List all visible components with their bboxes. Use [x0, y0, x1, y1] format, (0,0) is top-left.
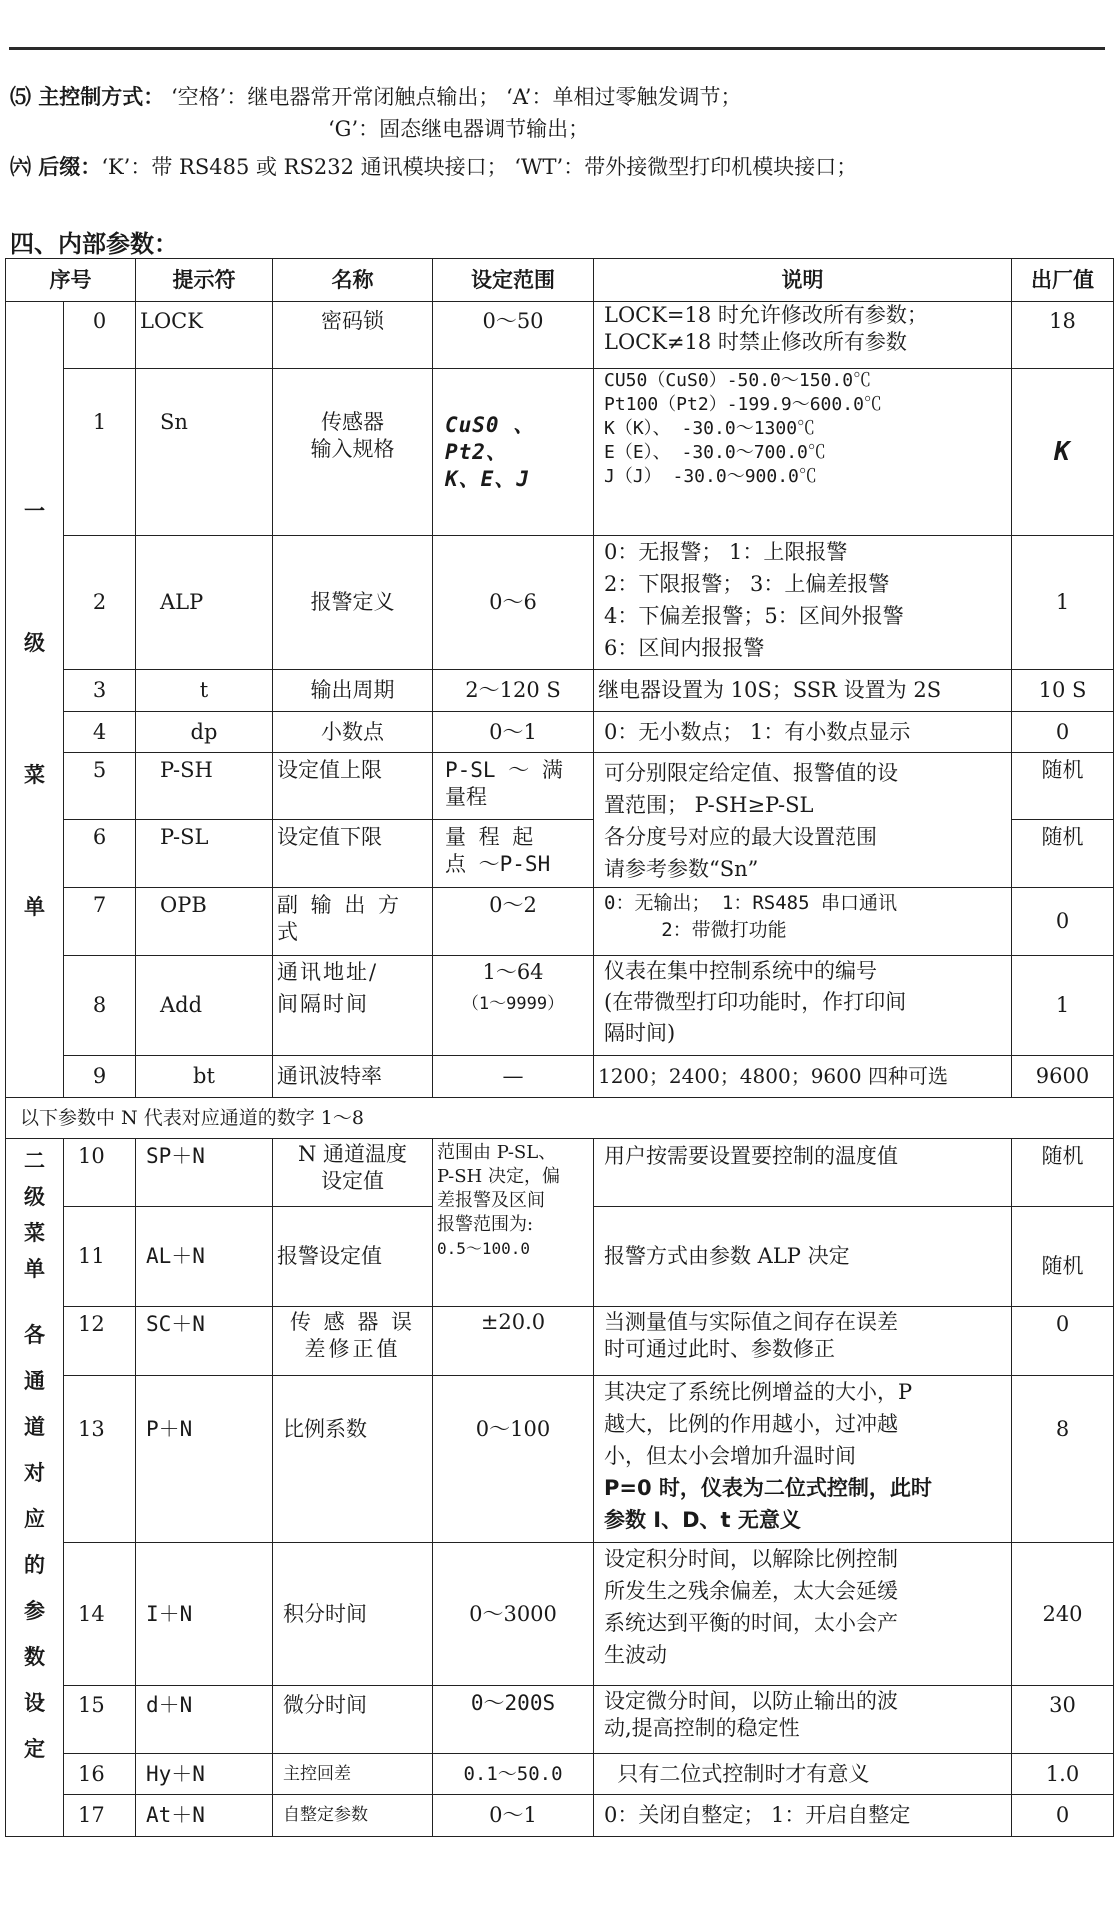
row-default: 1 [1012, 956, 1114, 1056]
table-row [6, 536, 1114, 670]
row-range-shared: 范围由 P-SL、 P-SH 决定，偏 差报警及区间 报警范围为: 0.5～100.0 [433, 1139, 594, 1307]
row-desc: 0：关闭自整定； 1：开启自整定 [594, 1795, 1012, 1837]
row-range: — [433, 1056, 594, 1098]
row-range: 0～6 [433, 536, 594, 670]
table-header-row [6, 259, 1114, 302]
row-range: 0.1～50.0 [433, 1754, 594, 1795]
row-symbol: Hy＋N [136, 1754, 273, 1795]
item5-line1 [10, 84, 741, 110]
row-range: 0～100 [433, 1376, 594, 1543]
row-desc: LOCK=18 时允许修改所有参数； LOCK≠18 时禁止修改所有参数 [594, 302, 1012, 369]
row-no: 9 [64, 1056, 136, 1098]
row-name: 传感器 输入规格 [273, 369, 433, 536]
header-no: 序号 [6, 259, 136, 302]
table-row [6, 1056, 1114, 1098]
row-default: 随机 [1012, 1207, 1114, 1307]
row-no: 0 [64, 302, 136, 369]
item5-line2: ‘G’：固态继电器调节输出； [328, 117, 590, 141]
row-default: 18 [1012, 302, 1114, 369]
row-name: 通讯波特率 [273, 1056, 433, 1098]
row-desc: CU50（CuS0）-50.0～150.0℃ Pt100（Pt2）-199.9～600.0℃ K（K）、 -30.0～1300℃ E（E）、 -30.0～700.0℃ J（J） -30.0～900.0℃ [594, 369, 1012, 536]
row-symbol: P＋N [136, 1376, 273, 1543]
row-name: 报警设定值 [273, 1207, 433, 1307]
row-symbol: LOCK [136, 302, 273, 369]
group2-label: 二 级 菜 单 各 通 道 对 应 的 参 数 设 定 [6, 1139, 64, 1837]
item6-label: ㈥ 后缀： [10, 155, 102, 179]
row-desc: 设定积分时间，以解除比例控制 所发生之残余偏差，太大会延缓 系统达到平衡的时间，太小会产 生波动 [594, 1543, 1012, 1686]
row-symbol: ALP [136, 536, 273, 670]
table-row [6, 1754, 1114, 1795]
row-symbol: t [136, 670, 273, 712]
row-default: 随机 [1012, 1139, 1114, 1207]
row-range: 1～64 （1～9999） [433, 956, 594, 1056]
table-row [6, 302, 1114, 369]
row-desc: 仪表在集中控制系统中的编号 (在带微型打印功能时，作打印间 隔时间) [594, 956, 1012, 1056]
row-name: 设定值下限 [273, 820, 433, 888]
row-range: 0～1 [433, 712, 594, 753]
row-range: 量 程 起 点 ～P-SH [433, 820, 594, 888]
row-desc: 继电器设置为 10S；SSR 设置为 2S [594, 670, 1012, 712]
row-range: 2～120 S [433, 670, 594, 712]
row-no: 1 [64, 369, 136, 536]
row-no: 14 [64, 1543, 136, 1686]
row-desc: 当测量值与实际值之间存在误差 时可通过此时、参数修正 [594, 1307, 1012, 1376]
row-default: 随机 [1012, 820, 1114, 888]
row-name: 比例系数 [273, 1376, 433, 1543]
table-row [6, 1686, 1114, 1754]
display-code-kej: K、E、J [445, 466, 530, 491]
table-row [6, 1307, 1114, 1376]
row-no: 16 [64, 1754, 136, 1795]
row-symbol: At＋N [136, 1795, 273, 1837]
row-name: 密码锁 [273, 302, 433, 369]
row-no: 15 [64, 1686, 136, 1754]
item5-label: ⑸ 主控制方式： [10, 85, 165, 109]
row-symbol: d＋N [136, 1686, 273, 1754]
row-default: 1 [1012, 536, 1114, 670]
row-desc: 0：无小数点； 1：有小数点显示 [594, 712, 1012, 753]
table-row [6, 1543, 1114, 1686]
row-name: N 通道温度 设定值 [273, 1139, 433, 1207]
row-default: 0 [1012, 1307, 1114, 1376]
display-code-cu50: CuS0 、 [445, 412, 536, 437]
row-default: 30 [1012, 1686, 1114, 1754]
section-title: 四、内部参数： [10, 230, 178, 258]
display-code-pt2: Pt2、 [445, 439, 508, 464]
row-name: 小数点 [273, 712, 433, 753]
row-symbol: SC＋N [136, 1307, 273, 1376]
header-rule [9, 47, 1105, 50]
row-no: 17 [64, 1795, 136, 1837]
channel-note: 以下参数中 N 代表对应通道的数字 1～8 [6, 1098, 1114, 1139]
row-name: 设定值上限 [273, 753, 433, 820]
row-desc-shared: 可分别限定给定值、报警值的设 置范围； P-SH≥P-SL 各分度号对应的最大设置范围 请参考参数“Sn” [594, 753, 1012, 888]
row-desc: 0：无输出； 1：RS485 串口通讯 2：带微打功能 [594, 888, 1012, 956]
row-default: 240 [1012, 1543, 1114, 1686]
channel-note-row [6, 1098, 1114, 1139]
row-name: 积分时间 [273, 1543, 433, 1686]
row-default: 0 [1012, 1795, 1114, 1837]
row-name: 副 输 出 方 式 [273, 888, 433, 956]
row-desc-emphasis: P=0 时，仪表为二位式控制，此时 [604, 1476, 932, 1500]
row-range: 0～200S [433, 1686, 594, 1754]
row-desc: 只有二位式控制时才有意义 [594, 1754, 1012, 1795]
row-symbol: OPB [136, 888, 273, 956]
row-default: 10 S [1012, 670, 1114, 712]
header-range: 设定范围 [433, 259, 594, 302]
header-symbol: 提示符 [136, 259, 273, 302]
row-symbol: Add [136, 956, 273, 1056]
row-name: 报警定义 [273, 536, 433, 670]
row-default: K [1012, 369, 1114, 536]
row-desc: 设定微分时间，以防止输出的波 动,提高控制的稳定性 [594, 1686, 1012, 1754]
header-default: 出厂值 [1012, 259, 1114, 302]
table-row [6, 753, 1114, 820]
group1-label: 一 级 菜 单 [6, 302, 64, 1098]
row-symbol: P-SL [136, 820, 273, 888]
row-desc: 用户按需要设置要控制的温度值 [594, 1139, 1012, 1207]
row-default: 1.0 [1012, 1754, 1114, 1795]
row-range: ±20.0 [433, 1307, 594, 1376]
row-default: 随机 [1012, 753, 1114, 820]
row-range: 0～3000 [433, 1543, 594, 1686]
row-range: 0～50 [433, 302, 594, 369]
row-no: 4 [64, 712, 136, 753]
table-row [6, 1139, 1114, 1207]
row-default: 0 [1012, 712, 1114, 753]
row-no: 11 [64, 1207, 136, 1307]
row-symbol: Sn [136, 369, 273, 536]
item6-line [10, 154, 857, 180]
table-row [6, 712, 1114, 753]
row-name: 通讯地址/ 间隔时间 [273, 956, 433, 1056]
row-no: 13 [64, 1376, 136, 1543]
row-name: 自整定参数 [273, 1795, 433, 1837]
table-row [6, 956, 1114, 1056]
row-default: 8 [1012, 1376, 1114, 1543]
row-name: 主控回差 [273, 1754, 433, 1795]
row-no: 10 [64, 1139, 136, 1207]
header-name: 名称 [273, 259, 433, 302]
row-range: 0～1 [433, 1795, 594, 1837]
table-row [6, 1795, 1114, 1837]
row-name: 输出周期 [273, 670, 433, 712]
header-desc: 说明 [594, 259, 1012, 302]
row-desc: 0：无报警； 1：上限报警 2：下限报警； 3：上偏差报警 4：下偏差报警；5：区间外报警 6：区间内报报警 [594, 536, 1012, 670]
row-range [433, 369, 594, 536]
row-no: 3 [64, 670, 136, 712]
row-no: 5 [64, 753, 136, 820]
table-row [6, 369, 1114, 536]
row-no: 6 [64, 820, 136, 888]
item5-text: ‘空格’：继电器常开常闭触点输出； ‘A’：单相过零触发调节； [171, 85, 742, 109]
parameter-table [5, 258, 1114, 1837]
row-default: 0 [1012, 888, 1114, 956]
item6-text: ‘K’：带 RS485 或 RS232 通讯模块接口； ‘WT’：带外接微型打印机模块接口； [101, 155, 858, 179]
row-symbol: I＋N [136, 1543, 273, 1686]
row-symbol: dp [136, 712, 273, 753]
row-symbol: P-SH [136, 753, 273, 820]
row-desc: 其决定了系统比例增益的大小，P 越大，比例的作用越小，过冲越 小，但太小会增加升温时间 P=0 时，仪表为二位式控制，此时 参数 I、D、t 无意义 [594, 1376, 1012, 1543]
row-name: 传 感 器 误 差修正值 [273, 1307, 433, 1376]
row-name: 微分时间 [273, 1686, 433, 1754]
row-desc: 报警方式由参数 ALP 决定 [594, 1207, 1012, 1307]
row-symbol: SP＋N [136, 1139, 273, 1207]
row-no: 12 [64, 1307, 136, 1376]
table-row [6, 888, 1114, 956]
row-range: P-SL ～ 满 量程 [433, 753, 594, 820]
row-symbol: bt [136, 1056, 273, 1098]
row-no: 8 [64, 956, 136, 1056]
row-no: 2 [64, 536, 136, 670]
row-no: 7 [64, 888, 136, 956]
row-range: 0～2 [433, 888, 594, 956]
row-symbol: AL＋N [136, 1207, 273, 1307]
table-row [6, 670, 1114, 712]
row-default: 9600 [1012, 1056, 1114, 1098]
table-row [6, 1376, 1114, 1543]
row-desc: 1200；2400；4800；9600 四种可选 [594, 1056, 1012, 1098]
